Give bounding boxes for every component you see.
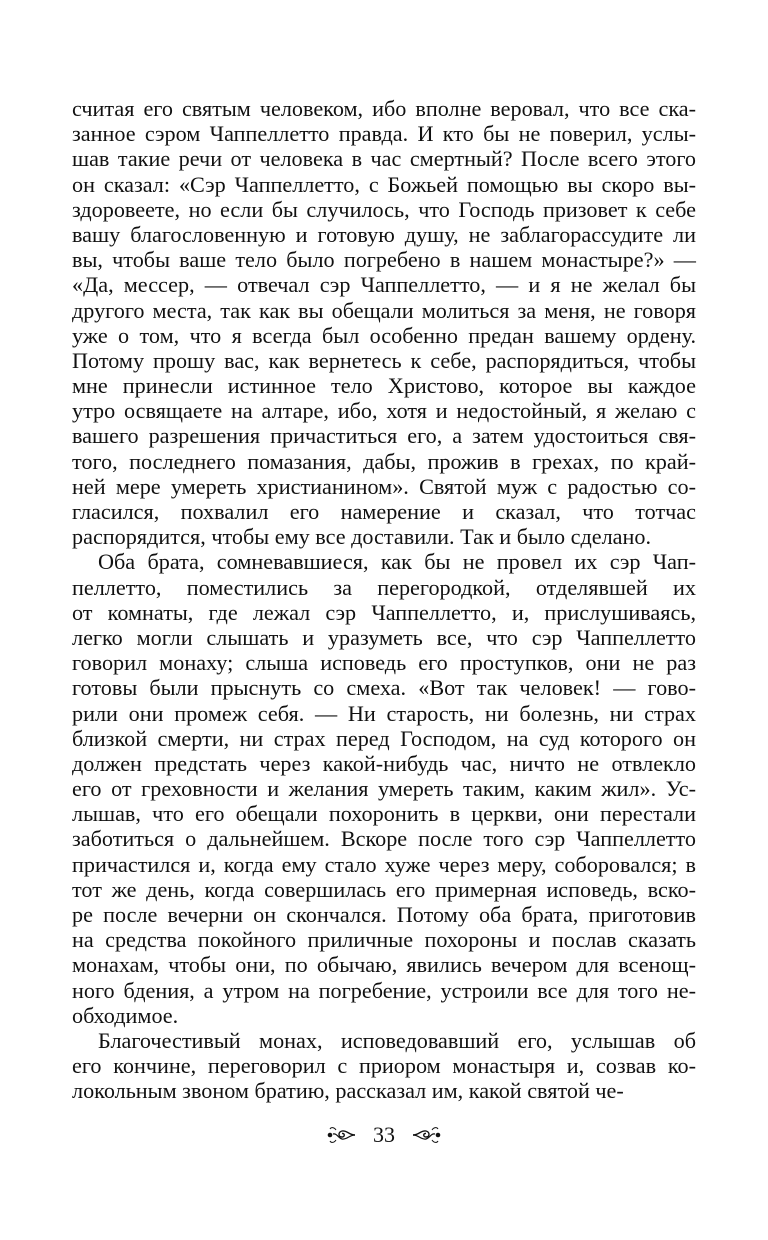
text-line: здоровеете, но если бы случилось, что Господь призовет к себе — [72, 196, 696, 222]
text-line: мне принесли истинное тело Христово, которое вы каждое — [72, 373, 696, 399]
text-line: близкой смерти, ни страх перед Господом, на суд которого он — [72, 725, 696, 751]
right-fleuron-icon — [411, 1123, 443, 1147]
text-line: говорил монаху; слыша исповедь его проступков, они не раз — [72, 650, 696, 676]
text-line: ре после вечерни он скончался. Потому оба брата, приготовив — [72, 902, 696, 927]
text-line: распорядится, чтобы ему все доставили. Так и было сделано. — [72, 524, 652, 550]
text-line: уже о том, что я всегда был особенно предан вашему ордену. — [72, 322, 696, 348]
text-line: вашу благословенную и готовую душу, не заблагорассудите ли — [72, 221, 696, 247]
text-line: считая его святым человеком, ибо вполне веровал, что все ска- — [72, 96, 696, 121]
text-line: Благочестивый монах, исповедовавший его, услышав об — [98, 1027, 696, 1053]
text-line: Оба брата, сомневавшиеся, как бы не провел их сэр Чап- — [98, 549, 696, 575]
text-line: утро освящаете на алтаре, ибо, хотя и недостойный, я желаю с — [72, 398, 696, 424]
text-line: на средства покойного приличные похороны и послав сказать — [72, 927, 696, 953]
text-line: вы, чтобы ваше тело было погребено в нашем монастыре?» — — [72, 247, 696, 273]
text-line: готовы были прыснуть со смеха. «Вот так человек! — гово- — [72, 675, 696, 701]
text-line: легко могли слышать и уразуметь все, что сэр Чаппеллетто — [72, 624, 696, 650]
left-fleuron-icon — [325, 1123, 357, 1147]
text-line: от комнаты, где лежал сэр Чаппеллетто, и, прислушиваясь, — [72, 599, 696, 625]
text-line: причастился и, когда ему стало хуже через меру, соборовался; в — [72, 851, 696, 877]
page-text — [72, 96, 696, 1104]
text-line: лышав, что его обещали похоронить в церкви, они перестали — [72, 801, 696, 827]
text-line: Потому прошу вас, как вернетесь к себе, распорядиться, чтобы — [72, 347, 696, 373]
paragraph — [72, 1028, 696, 1104]
text-line: тот же день, когда совершилась его примерная исповедь, вско- — [72, 876, 696, 902]
text-line: того, последнего помазания, дабы, прожив в грехах, по край- — [72, 448, 696, 474]
text-line: локольным звоном братию, рассказал им, какой святой че- — [72, 1078, 624, 1104]
text-line: вашего разрешения причаститься его, а затем удостоиться свя- — [72, 423, 696, 449]
text-line: заботиться о дальнейшем. Вскоре после того сэр Чаппеллетто — [72, 826, 696, 852]
page-number: 33 — [373, 1122, 395, 1147]
text-line: пеллетто, поместились за перегородкой, отделявшей их — [72, 574, 696, 600]
text-line: он сказал: «Сэр Чаппеллетто, с Божьей помощью вы скоро вы- — [72, 171, 696, 197]
text-line: шав такие речи от человека в час смертный? После всего этого — [72, 146, 696, 172]
text-line: рили они промеж себя. — Ни старость, ни болезнь, ни страх — [72, 700, 696, 726]
text-line: его кончине, переговорил с приором монастыря и, созвав ко- — [72, 1053, 696, 1079]
text-line: ней мере умереть христианином». Святой муж с радостью со- — [72, 473, 696, 499]
text-line: обходимое. — [72, 1002, 179, 1028]
page-footer — [0, 1118, 768, 1152]
text-line: ного бдения, а утром на погребение, устроили все для того не- — [72, 977, 696, 1003]
text-line: другого места, так как вы обещали молиться за меня, не говоря — [72, 297, 696, 323]
text-line: его от греховности и желания умереть таким, каким жил». Ус- — [72, 776, 696, 802]
text-line: должен предстать через какой-нибудь час, ничто не отвлекло — [72, 750, 696, 776]
paragraph — [72, 96, 696, 549]
text-line: «Да, мессер, — отвечал сэр Чаппеллетто, — и я не желал бы — [72, 272, 696, 298]
text-line: занное сэром Чаппеллетто правда. И кто бы не поверил, услы- — [72, 121, 696, 147]
text-line: гласился, похвалил его намерение и сказал, что тотчас — [72, 499, 696, 524]
text-line: монахам, чтобы они, по обычаю, явились вечером для всенощ- — [72, 952, 696, 978]
paragraph — [72, 549, 696, 1028]
